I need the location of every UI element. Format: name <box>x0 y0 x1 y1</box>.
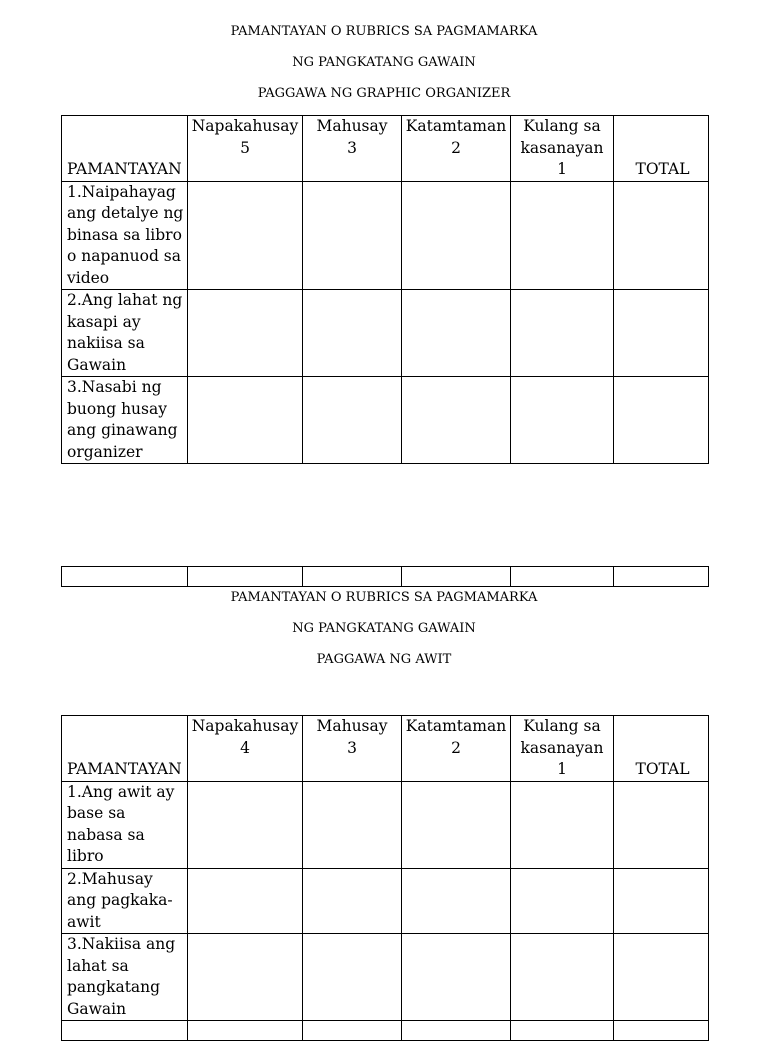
criterion-cell: 3.Nakiisa ang lahat sa pangkatang Gawain <box>62 934 188 1021</box>
scale-header-mahusay <box>303 716 402 782</box>
scale-header-kulang-sa-kasanayan <box>511 716 614 782</box>
scale-label: Mahusay <box>316 117 388 135</box>
total-column-header: TOTAL <box>614 116 709 182</box>
blank-table-row <box>61 566 709 587</box>
scale-header-katamtaman <box>402 716 511 782</box>
activity-title: PAGGAWA NG GRAPHIC ORGANIZER <box>257 86 511 101</box>
score-cell <box>511 934 614 1021</box>
criteria-column-header: PAMANTAYAN <box>62 116 188 182</box>
rubric-title: PAMANTAYAN O RUBRICS SA PAGMAMARKA <box>230 24 538 39</box>
score-cell <box>303 290 402 377</box>
empty-cell <box>62 567 188 587</box>
scale-points: 5 <box>240 138 250 157</box>
table-row <box>62 290 709 377</box>
scale-points: 1 <box>557 760 567 778</box>
rubric-table-awit <box>61 715 709 1041</box>
scale-label: Katamtaman <box>405 117 507 135</box>
criterion-cell: 1.Ang awit ay base sa nabasa sa libro <box>62 781 188 868</box>
score-cell <box>303 181 402 290</box>
scale-label: Napakahusay <box>191 717 299 735</box>
score-cell <box>188 868 303 934</box>
scale-header-napakahusay <box>188 116 303 182</box>
total-cell <box>614 181 709 290</box>
empty-cell <box>402 567 511 587</box>
criterion-cell: 3.Nasabi ng buong husay ang ginawang organizer <box>62 377 188 464</box>
total-cell <box>614 934 709 1021</box>
table-row <box>62 181 709 290</box>
total-column-header: TOTAL <box>614 716 709 782</box>
rubric-table-graphic-organizer <box>61 115 709 464</box>
empty-cell <box>511 567 614 587</box>
criteria-column-header: PAMANTAYAN <box>62 716 188 782</box>
total-cell <box>614 377 709 464</box>
score-cell <box>511 290 614 377</box>
score-cell <box>188 934 303 1021</box>
scale-points: 3 <box>347 738 357 757</box>
table-row <box>62 934 709 1021</box>
rubric-title: PAMANTAYAN O RUBRICS SA PAGMAMARKA <box>230 590 538 605</box>
score-cell <box>402 290 511 377</box>
score-cell <box>188 377 303 464</box>
rubric-subtitle: NG PANGKATANG GAWAIN <box>292 621 476 636</box>
score-cell <box>511 781 614 868</box>
criterion-cell: 2.Mahusay ang pagkaka-awit <box>62 868 188 934</box>
empty-cell <box>303 567 402 587</box>
table-header-row <box>62 116 709 182</box>
scale-points: 3 <box>347 138 357 157</box>
empty-cell <box>188 567 303 587</box>
scale-label: Kulang sa kasanayan <box>520 717 604 757</box>
criterion-cell: 1.Naipahayag ang detalye ng binasa sa libro o napanuod sa video <box>62 181 188 290</box>
score-cell <box>511 377 614 464</box>
scale-points: 1 <box>557 160 567 178</box>
scale-points: 2 <box>451 738 461 757</box>
table-row <box>62 781 709 868</box>
scale-points: 4 <box>240 738 250 757</box>
empty-cell <box>614 567 709 587</box>
table-header-row <box>62 716 709 782</box>
score-cell <box>303 934 402 1021</box>
score-cell <box>402 781 511 868</box>
score-cell <box>402 934 511 1021</box>
scale-header-kulang-sa-kasanayan <box>511 116 614 182</box>
rubric-subtitle: NG PANGKATANG GAWAIN <box>292 55 476 70</box>
total-cell <box>614 868 709 934</box>
score-cell <box>303 377 402 464</box>
scale-label: Katamtaman <box>405 717 507 735</box>
score-cell <box>303 868 402 934</box>
scale-header-katamtaman <box>402 116 511 182</box>
score-cell <box>402 377 511 464</box>
scale-label: Napakahusay <box>191 117 299 135</box>
activity-title: PAGGAWA NG AWIT <box>316 652 452 667</box>
scale-header-mahusay <box>303 116 402 182</box>
table-row <box>62 567 709 587</box>
scale-header-napakahusay <box>188 716 303 782</box>
score-cell <box>511 868 614 934</box>
total-cell <box>614 781 709 868</box>
score-cell <box>402 181 511 290</box>
score-cell <box>303 781 402 868</box>
total-cell <box>614 290 709 377</box>
scale-label: Kulang sa kasanayan <box>520 117 604 157</box>
score-cell <box>402 868 511 934</box>
criterion-cell: 2.Ang lahat ng kasapi ay nakiisa sa Gawain <box>62 290 188 377</box>
score-cell <box>188 781 303 868</box>
score-cell <box>188 181 303 290</box>
table-row <box>62 868 709 934</box>
scale-label: Mahusay <box>316 717 388 735</box>
scale-points: 2 <box>451 138 461 157</box>
table-row <box>62 377 709 464</box>
score-cell <box>188 290 303 377</box>
score-cell <box>511 181 614 290</box>
